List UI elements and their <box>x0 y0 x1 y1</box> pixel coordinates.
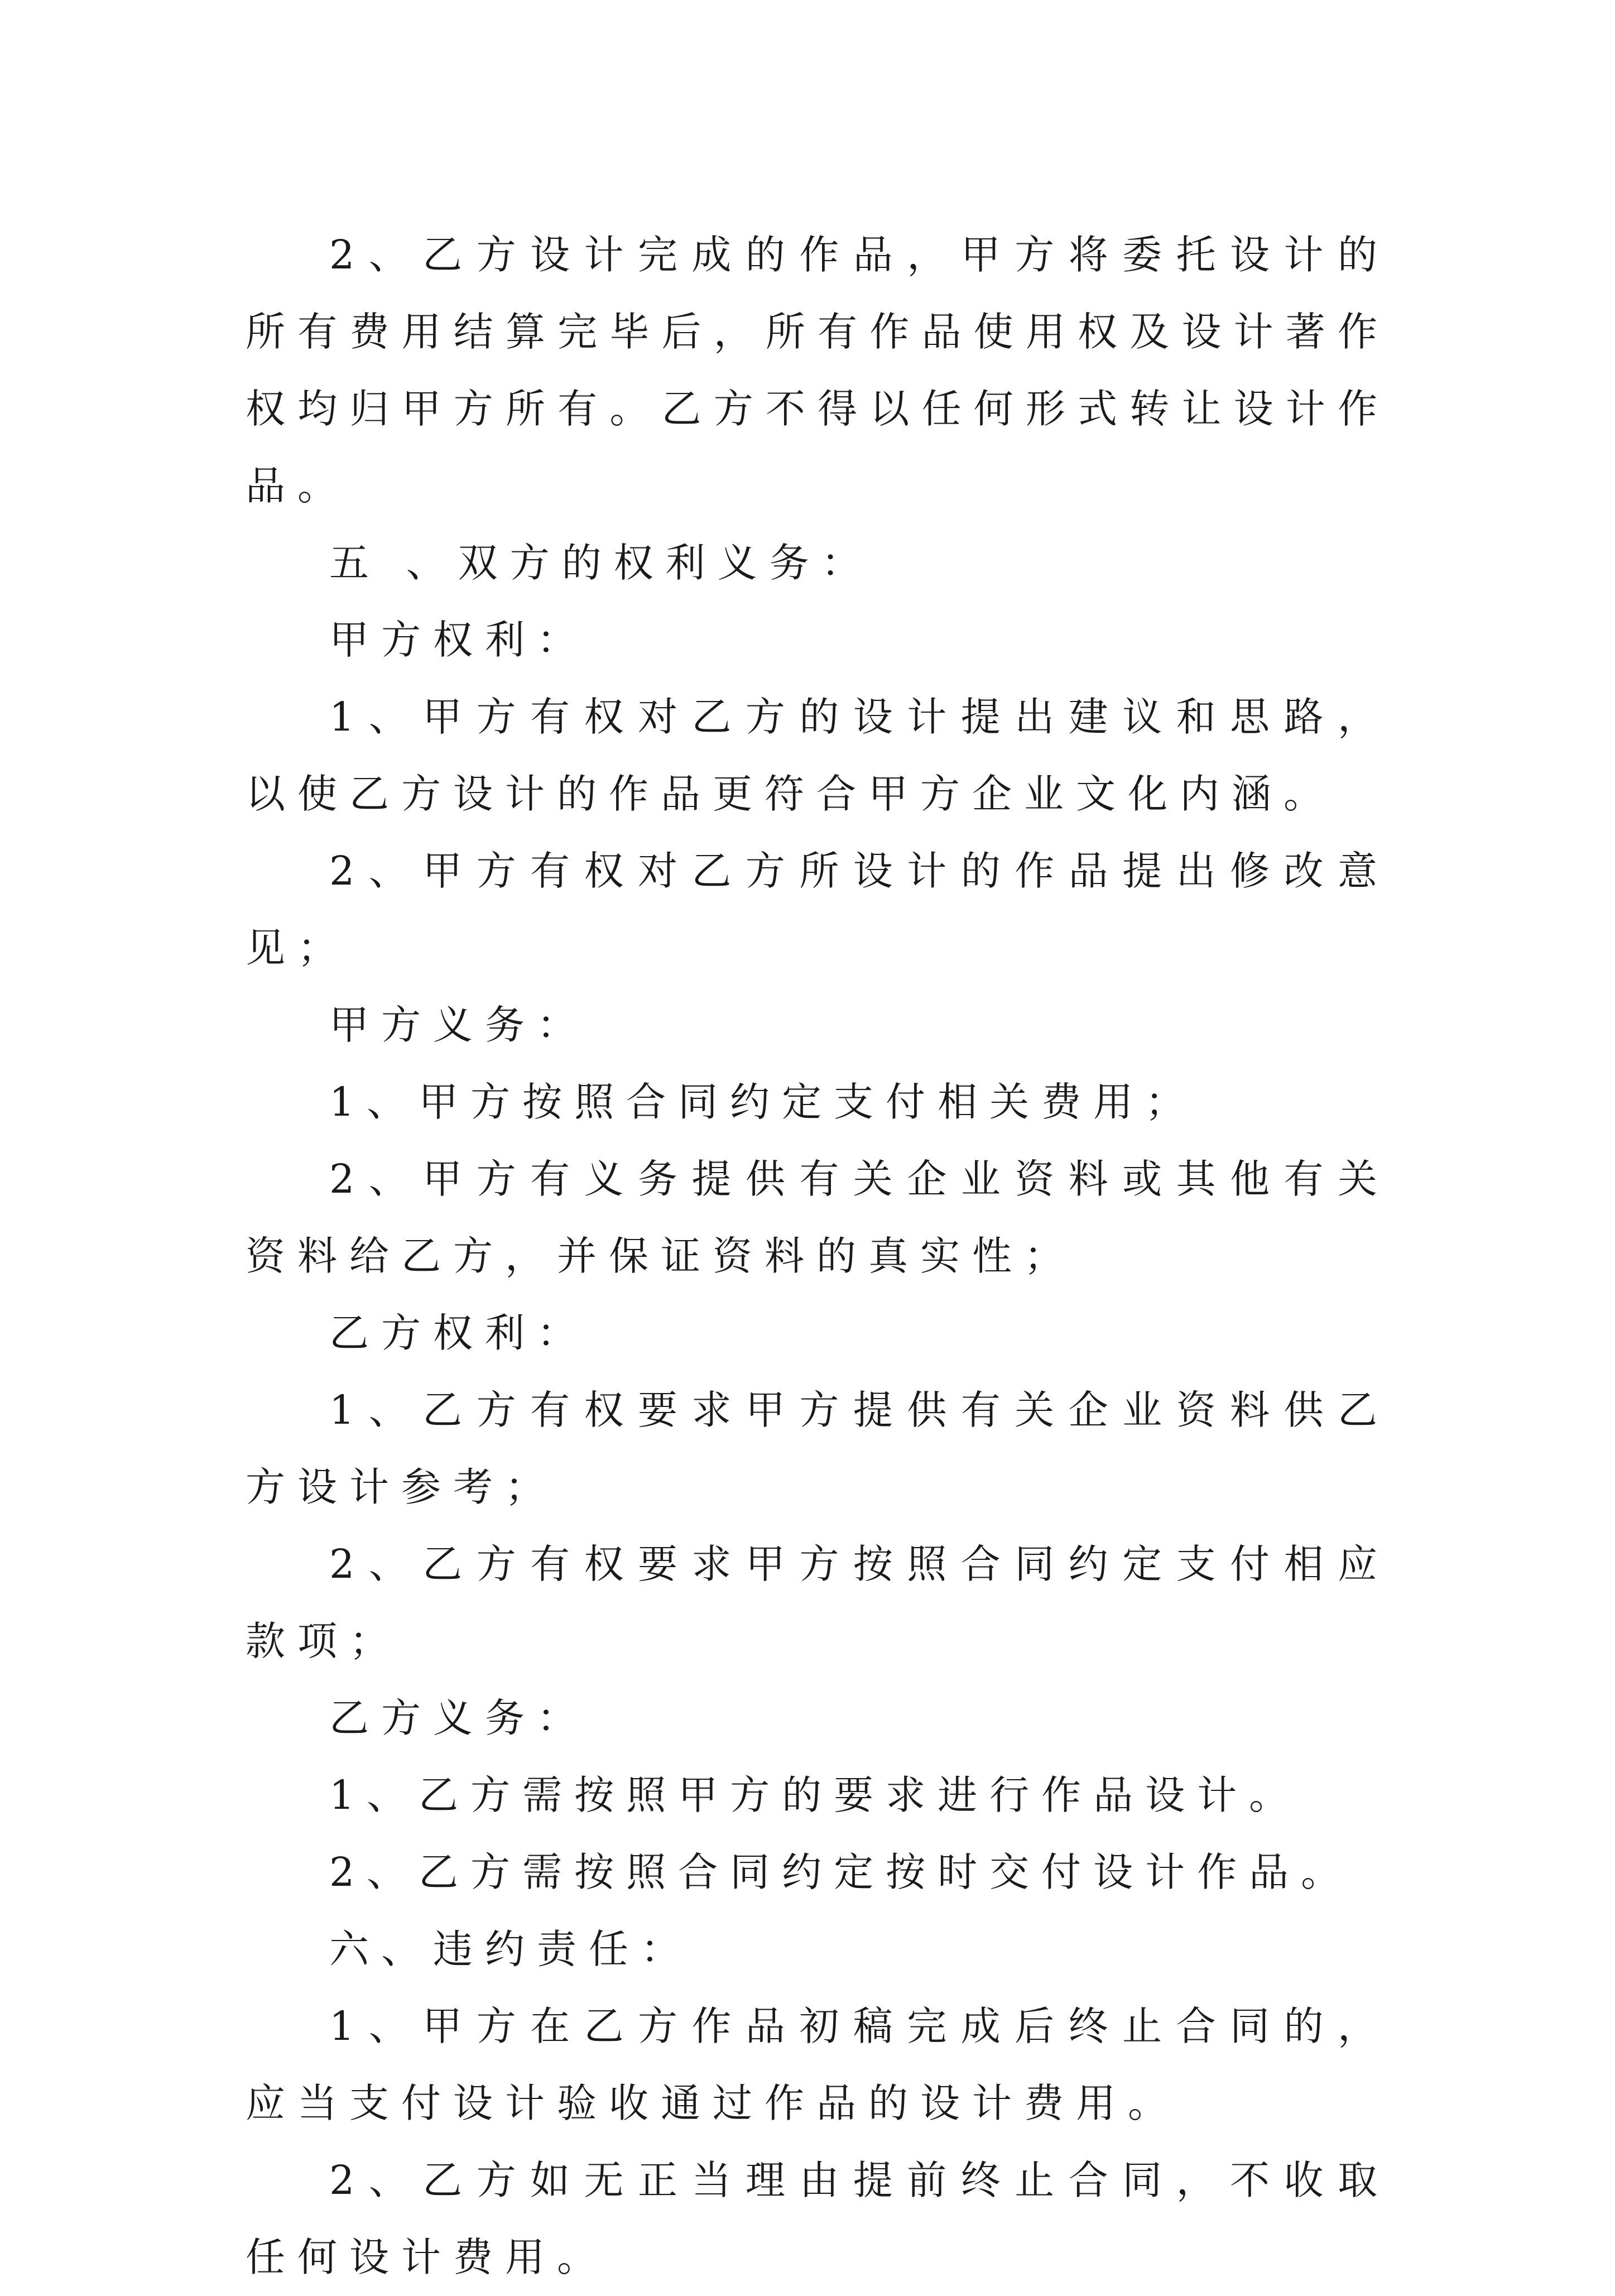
party-a-duties-item-2: 2、甲方有义务提供有关企业资料或其他有关资料给乙方，并保证资料的真实性； <box>246 1156 1390 1279</box>
party-b-duties-heading: 乙方义务： <box>329 1695 589 1741</box>
breach-item-2: 2、乙方如无正当理由提前终止合同，不收取任何设计费用。 <box>246 2157 1390 2280</box>
party-b-rights-heading: 乙方权利： <box>329 1310 589 1356</box>
breach-item-1: 1、甲方在乙方作品初稿完成后终止合同的，应当支付设计验收通过作品的设计费用。 <box>246 2003 1390 2126</box>
party-b-duties-item-2: 2、乙方需按照合同约定按时交付设计作品。 <box>329 1849 1353 1895</box>
party-a-rights-item-2: 2、甲方有权对乙方所设计的作品提出修改意见； <box>246 848 1390 971</box>
party-a-rights-item-1: 1、甲方有权对乙方的设计提出建议和思路，以使乙方设计的作品更符合甲方企业文化内涵。 <box>246 694 1390 817</box>
document-body <box>246 217 1390 2296</box>
section-6-heading: 六、违约责任： <box>329 1926 693 1972</box>
party-a-rights-heading: 甲方权利： <box>329 617 589 663</box>
section-5-heading: 五 、双方的权利义务： <box>329 540 873 586</box>
clause-4-2-text: 2、乙方设计完成的作品，甲方将委托设计的所有费用结算完毕后，所有作品使用权及设计著作权均归甲方所有。乙方不得以任何形式转让设计作品。 <box>246 232 1390 509</box>
party-b-duties-item-1: 1、乙方需按照甲方的要求进行作品设计。 <box>329 1772 1301 1818</box>
party-b-rights-item-2: 2、乙方有权要求甲方按照合同约定支付相应款项； <box>246 1541 1390 1664</box>
party-b-rights-item-1: 1、乙方有权要求甲方提供有关企业资料供乙方设计参考； <box>246 1387 1390 1510</box>
party-a-duties-heading: 甲方义务： <box>329 1002 589 1048</box>
party-a-duties-item-1: 1、甲方按照合同约定支付相关费用； <box>329 1079 1198 1125</box>
